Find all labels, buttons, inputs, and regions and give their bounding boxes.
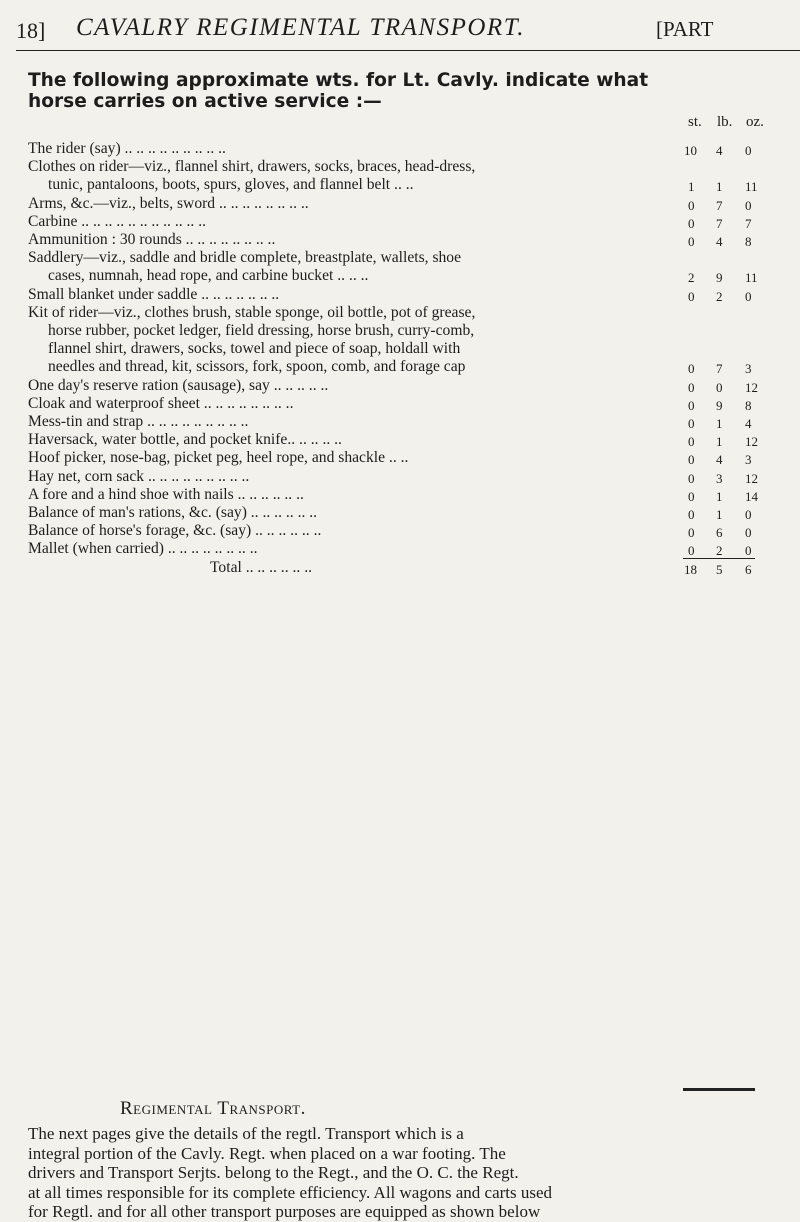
value-st: 0 <box>688 543 695 559</box>
value-st: 1 <box>688 179 695 195</box>
unit-oz: oz. <box>746 114 764 130</box>
table-row-text: Cloak and waterproof sheet .. .. .. .. .. .. .. .. <box>28 394 294 412</box>
value-lb: 1 <box>716 416 723 431</box>
table-bottom-rule <box>683 1088 755 1091</box>
table-row-text: Haversack, water bottle, and pocket knife.. .. .. .. .. <box>28 431 342 449</box>
value-lb: 0 <box>716 379 723 395</box>
value-lb: 1 <box>716 179 723 195</box>
table-row-text: Hay net, corn sack .. .. .. .. .. .. .. .. .. <box>28 467 250 485</box>
table-row-text: Kit of rider—viz., clothes brush, stable sponge, oil bottle, pot of grease, <box>28 303 476 321</box>
value-lb: 4 <box>716 452 723 468</box>
value-lb: 1 <box>716 488 723 504</box>
table-row-text: Balance of man's rations, &c. (say) .. .. .. .. .. .. <box>28 504 318 521</box>
value-lb: 3 <box>716 470 723 486</box>
value-st: 0 <box>688 361 695 377</box>
value-lb: 4 <box>716 234 723 249</box>
intro-line-2: horse carries on active service :— <box>28 91 382 112</box>
value-oz: 0 <box>745 197 752 213</box>
value-oz: 12 <box>745 379 758 395</box>
value-oz: 7 <box>745 215 752 231</box>
page-number: 18] <box>16 18 46 43</box>
value-oz: 4 <box>745 416 752 431</box>
value-oz: 14 <box>745 488 758 504</box>
value-oz: 3 <box>745 361 752 377</box>
value-st: 0 <box>688 507 695 522</box>
value-oz: 8 <box>745 234 752 249</box>
running-header <box>16 6 800 50</box>
value-st: 0 <box>688 215 695 231</box>
table-row-text: Mallet (when carried) .. .. .. .. .. .. .. .. <box>28 540 258 558</box>
paragraph-line: The next pages give the details of the regtl. Transport which is a <box>28 1124 464 1143</box>
value-st: 0 <box>688 434 695 450</box>
value-oz: 11 <box>745 179 758 195</box>
value-oz: 3 <box>745 452 752 468</box>
value-st: 0 <box>688 234 695 249</box>
value-st: 2 <box>688 270 695 286</box>
table-row-text: Carbine .. .. .. .. .. .. .. .. .. .. .. <box>28 212 207 230</box>
value-lb: 4 <box>716 143 723 158</box>
value-oz: 0 <box>745 543 752 559</box>
table-row-text: One day's reserve ration (sausage), say .. .. .. .. .. <box>28 376 329 394</box>
paragraph-line: at all times responsible for its complete efficiency. All wagons and carts used <box>28 1182 553 1202</box>
value-st: 0 <box>688 488 695 504</box>
value-lb: 6 <box>716 525 723 541</box>
value-lb: 2 <box>716 288 723 304</box>
section-heading <box>120 1098 306 1120</box>
table-row-text: Balance of horse's forage, &c. (say) .. .. .. .. .. .. <box>28 522 322 540</box>
value-oz: 8 <box>745 397 752 413</box>
intro-line-1: The following approximate wts. for Lt. Cavly. indicate what <box>28 70 649 91</box>
table-row-text: flannel shirt, drawers, socks, towel and piece of soap, holdall with <box>48 340 461 358</box>
value-lb: 7 <box>716 197 723 213</box>
paragraph-line: drivers and Transport Serjts. belong to the Regt., and the O. C. the Regt. <box>28 1163 519 1183</box>
table-row-text: Arms, &c.—viz., belts, sword .. .. .. .. .. .. .. .. <box>28 194 309 212</box>
unit-st: st. <box>688 114 702 130</box>
table-row-text: horse rubber, pocket ledger, field dressing, horse brush, curry-comb, <box>48 322 475 339</box>
table-row-text: Ammunition : 30 rounds .. .. .. .. .. .. .. .. <box>28 231 276 248</box>
unit-lb: lb. <box>717 114 733 130</box>
table-row-text: tunic, pantaloons, boots, spurs, gloves, and flannel belt .. .. <box>48 176 414 194</box>
value-st: 0 <box>688 470 695 486</box>
value-st: 0 <box>688 416 695 431</box>
value-lb: 9 <box>716 397 723 413</box>
running-title: CAVALRY REGIMENTAL TRANSPORT. <box>76 14 525 41</box>
part-label: [PART <box>656 17 714 41</box>
value-oz: 12 <box>745 470 758 486</box>
total-label: Total .. .. .. .. .. .. <box>210 558 312 576</box>
value-oz: 12 <box>745 434 758 450</box>
table-row-text: A fore and a hind shoe with nails .. .. .. .. .. .. <box>28 485 304 503</box>
value-st: 10 <box>684 143 697 158</box>
header-rule <box>16 50 800 51</box>
total-st: 18 <box>684 561 697 577</box>
value-oz: 0 <box>745 507 752 522</box>
value-st: 0 <box>688 288 695 304</box>
value-oz: 0 <box>745 143 752 158</box>
value-st: 0 <box>688 452 695 468</box>
value-lb: 1 <box>716 507 723 522</box>
value-lb: 1 <box>716 434 723 450</box>
value-st: 0 <box>688 525 695 541</box>
value-lb: 7 <box>716 215 723 231</box>
value-st: 0 <box>688 379 695 395</box>
table-row-text: Small blanket under saddle .. .. .. .. .. .. .. <box>28 285 280 303</box>
paragraph-line: for Regtl. and for all other transport purposes are equipped as shown below <box>28 1202 541 1222</box>
total-lb: 5 <box>716 561 723 577</box>
table-row-text: Saddlery—viz., saddle and bridle complete, breastplate, wallets, shoe <box>28 249 462 267</box>
value-lb: 2 <box>716 543 723 559</box>
total-oz: 6 <box>745 561 752 577</box>
paragraph-line: integral portion of the Cavly. Regt. when placed on a war footing. The <box>28 1143 506 1163</box>
value-st: 0 <box>688 397 695 413</box>
subtotal-rule <box>683 558 755 559</box>
value-lb: 7 <box>716 361 723 377</box>
value-oz: 11 <box>745 270 758 286</box>
value-lb: 9 <box>716 270 723 286</box>
table-row-text: Clothes on rider—viz., flannel shirt, drawers, socks, braces, head-dress, <box>28 158 476 176</box>
section-heading-text: Regimental Transport. <box>120 1098 306 1119</box>
value-oz: 0 <box>745 525 752 541</box>
table-row-text: needles and thread, kit, scissors, fork, spoon, comb, and forage cap <box>48 358 466 376</box>
table-row-text: Mess-tin and strap .. .. .. .. .. .. .. .. .. <box>28 413 249 430</box>
value-oz: 0 <box>745 288 752 304</box>
value-st: 0 <box>688 197 695 213</box>
table-row-text: Hoof picker, nose-bag, picket peg, heel rope, and shackle .. .. <box>28 449 409 467</box>
table-row-text: The rider (say) .. .. .. .. .. .. .. .. .. <box>28 140 226 157</box>
table-row-text: cases, numnah, head rope, and carbine bucket .. .. .. <box>48 267 369 285</box>
